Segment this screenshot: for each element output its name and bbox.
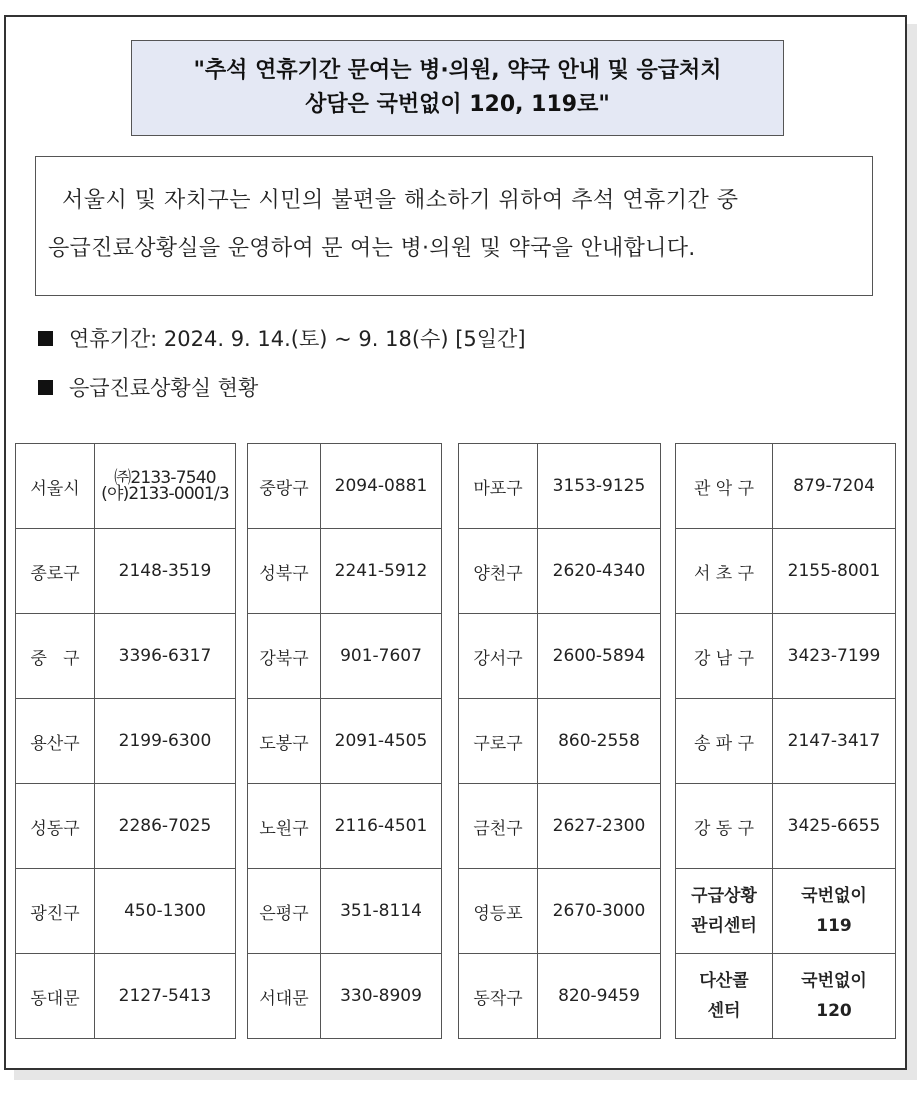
district-phone: 3153-9125 xyxy=(538,444,661,529)
table-row xyxy=(459,784,661,869)
table-row xyxy=(459,444,661,529)
district-name: 관 악 구 xyxy=(676,444,773,529)
district-phone: 879-7204 xyxy=(773,444,896,529)
intro-line-1: 서울시 및 자치구는 시민의 불편을 해소하기 위하여 추석 연휴기간 중 xyxy=(62,188,739,213)
table-row xyxy=(248,444,442,529)
table-row xyxy=(676,699,896,784)
center-phone-line: 국번없이 xyxy=(801,971,867,991)
district-phone xyxy=(95,444,236,529)
title-box xyxy=(131,40,784,136)
district-phone: 351-8114 xyxy=(321,869,442,954)
district-phone: 2241-5912 xyxy=(321,529,442,614)
table-row xyxy=(248,954,442,1039)
table-row xyxy=(459,954,661,1039)
district-name: 송 파 구 xyxy=(676,699,773,784)
district-phone: 330-8909 xyxy=(321,954,442,1039)
table-row xyxy=(16,869,236,954)
center-phone-120 xyxy=(773,954,896,1039)
table-row xyxy=(459,529,661,614)
bullet-text: 응급진료상황실 현황 xyxy=(69,376,259,400)
district-name: 성북구 xyxy=(248,529,321,614)
district-phone: 901-7607 xyxy=(321,614,442,699)
frame-shadow-bottom xyxy=(14,1070,917,1080)
district-name: 마포구 xyxy=(459,444,538,529)
table-row xyxy=(676,784,896,869)
intro-box xyxy=(35,156,873,296)
center-phone-line: 국번없이 xyxy=(801,886,867,906)
frame-shadow-right xyxy=(907,24,917,1080)
center-name-line: 관리센터 xyxy=(691,916,757,936)
district-phone: 2148-3519 xyxy=(95,529,236,614)
district-name: 도봉구 xyxy=(248,699,321,784)
district-name: 동작구 xyxy=(459,954,538,1039)
table-row xyxy=(16,614,236,699)
district-phone: 2600-5894 xyxy=(538,614,661,699)
district-name: 중랑구 xyxy=(248,444,321,529)
district-phone: 2155-8001 xyxy=(773,529,896,614)
district-name: 강 남 구 xyxy=(676,614,773,699)
center-name-line: 센터 xyxy=(707,1001,741,1021)
district-phone: 450-1300 xyxy=(95,869,236,954)
district-phone: 2670-3000 xyxy=(538,869,661,954)
district-name: 서울시 xyxy=(16,444,95,529)
phone-line: ㈜2133-7540 xyxy=(114,468,216,488)
table-row xyxy=(16,699,236,784)
district-phone: 820-9459 xyxy=(538,954,661,1039)
table-row xyxy=(16,444,236,529)
district-table-4 xyxy=(675,443,896,1039)
title-line-2: 상담은 국번없이 120, 119로" xyxy=(305,92,610,117)
table-row xyxy=(459,869,661,954)
phone-line: (야)2133-0001/3 xyxy=(101,484,229,504)
district-name: 종로구 xyxy=(16,529,95,614)
district-name: 은평구 xyxy=(248,869,321,954)
district-phone: 3425-6655 xyxy=(773,784,896,869)
center-phone-line: 120 xyxy=(816,1001,852,1021)
district-name: 구로구 xyxy=(459,699,538,784)
table-row xyxy=(459,614,661,699)
center-name-line: 다산콜 xyxy=(699,971,749,991)
table-row xyxy=(248,869,442,954)
table-row xyxy=(16,529,236,614)
district-phone: 2286-7025 xyxy=(95,784,236,869)
table-row xyxy=(248,614,442,699)
district-phone: 3396-6317 xyxy=(95,614,236,699)
district-name: 동대문 xyxy=(16,954,95,1039)
intro-line-2: 응급진료상황실을 운영하여 문 여는 병·의원 및 약국을 안내합니다. xyxy=(48,236,696,261)
district-name: 금천구 xyxy=(459,784,538,869)
center-name-120 xyxy=(676,954,773,1039)
district-phone: 2116-4501 xyxy=(321,784,442,869)
district-name: 영등포 xyxy=(459,869,538,954)
center-name-line: 구급상황 xyxy=(691,886,757,906)
square-bullet-icon xyxy=(38,380,53,395)
district-table-2 xyxy=(247,443,442,1039)
table-row xyxy=(676,444,896,529)
table-row xyxy=(459,699,661,784)
district-name: 강서구 xyxy=(459,614,538,699)
title-line-1: "추석 연휴기간 문여는 병·의원, 약국 안내 및 응급처치 xyxy=(193,58,722,83)
district-name: 노원구 xyxy=(248,784,321,869)
district-name: 양천구 xyxy=(459,529,538,614)
table-row xyxy=(248,529,442,614)
district-name: 강북구 xyxy=(248,614,321,699)
district-name: 서 초 구 xyxy=(676,529,773,614)
district-name: 중 구 xyxy=(16,614,95,699)
district-name: 서대문 xyxy=(248,954,321,1039)
bullet-text: 연휴기간: 2024. 9. 14.(토) ~ 9. 18(수) [5일간] xyxy=(69,327,526,351)
center-phone-119 xyxy=(773,869,896,954)
table-row xyxy=(16,954,236,1039)
table-row xyxy=(676,869,896,954)
table-row xyxy=(248,699,442,784)
table-row xyxy=(676,529,896,614)
square-bullet-icon xyxy=(38,331,53,346)
district-phone: 2094-0881 xyxy=(321,444,442,529)
district-phone: 2627-2300 xyxy=(538,784,661,869)
district-phone: 2091-4505 xyxy=(321,699,442,784)
table-row xyxy=(676,954,896,1039)
district-phone: 3423-7199 xyxy=(773,614,896,699)
district-phone: 2127-5413 xyxy=(95,954,236,1039)
district-phone: 2620-4340 xyxy=(538,529,661,614)
table-row xyxy=(16,784,236,869)
bullet-status-title xyxy=(38,372,258,402)
district-name: 용산구 xyxy=(16,699,95,784)
district-phone: 2199-6300 xyxy=(95,699,236,784)
bullet-holiday-period xyxy=(38,323,526,353)
center-name-119 xyxy=(676,869,773,954)
district-table-1 xyxy=(15,443,236,1039)
district-phone: 2147-3417 xyxy=(773,699,896,784)
district-phone: 860-2558 xyxy=(538,699,661,784)
center-phone-line: 119 xyxy=(816,916,852,936)
table-row xyxy=(676,614,896,699)
district-name: 광진구 xyxy=(16,869,95,954)
district-name: 강 동 구 xyxy=(676,784,773,869)
table-row xyxy=(248,784,442,869)
district-name: 성동구 xyxy=(16,784,95,869)
district-table-3 xyxy=(458,443,661,1039)
